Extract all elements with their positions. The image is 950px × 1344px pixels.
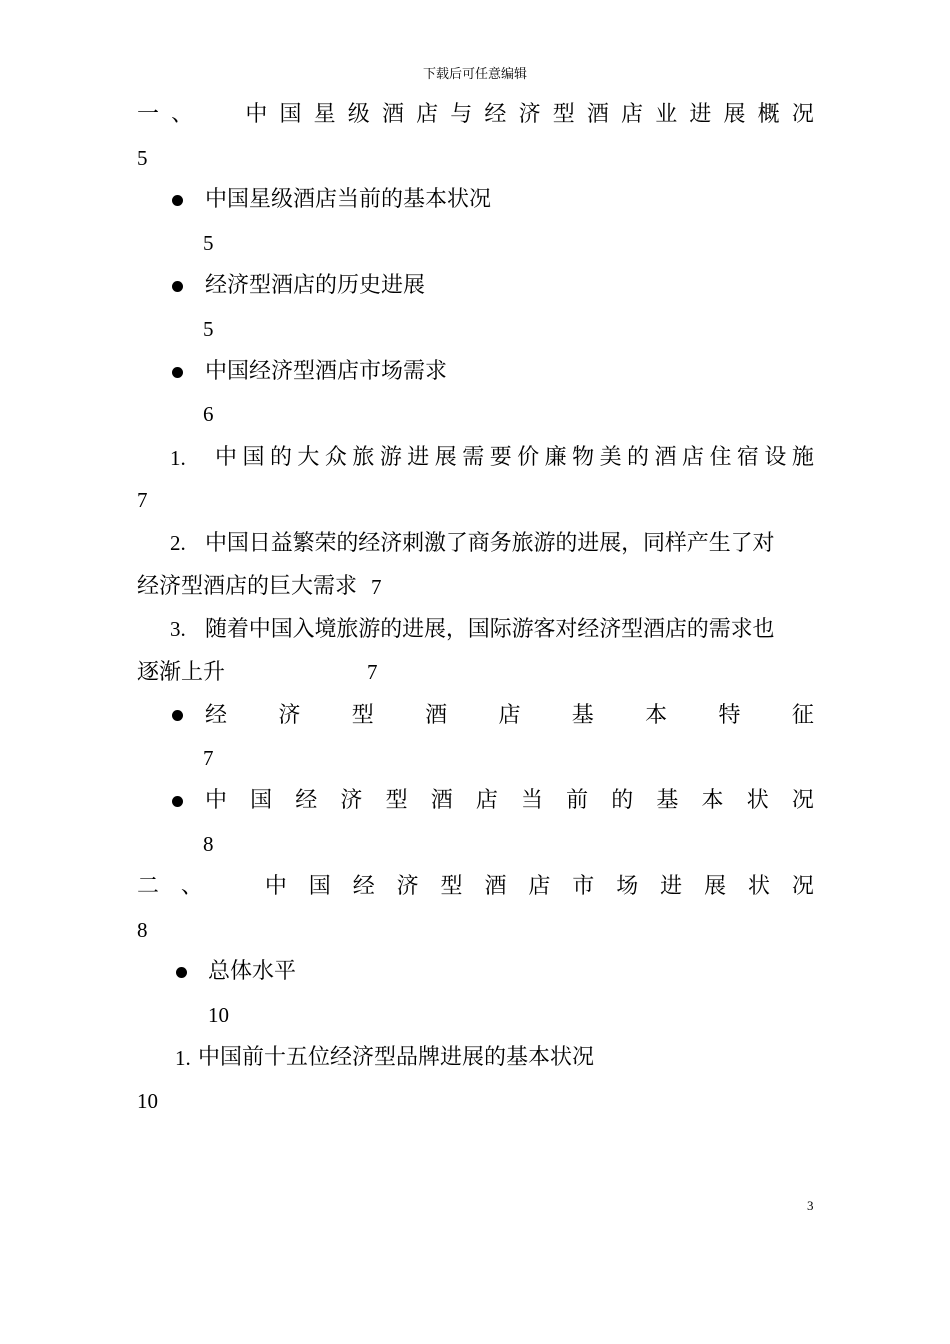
heading-char: 酒	[425, 703, 448, 728]
heading-char: 中	[215, 445, 238, 470]
heading-char: 经	[295, 788, 318, 813]
heading-char: 型	[552, 102, 575, 127]
heading-char: 型	[440, 874, 463, 899]
heading-char: 宿	[736, 445, 759, 470]
bullet-icon	[172, 796, 183, 807]
toc-item-2-line1: 中国日益繁荣的经济刺激了商务旅游的进展，同样产生了对	[205, 531, 775, 556]
heading-char: 进	[660, 874, 683, 899]
heading-char: 况	[791, 874, 814, 899]
heading-char: 店	[621, 102, 644, 127]
heading-char: 状	[747, 874, 770, 899]
heading-char: 酒	[654, 445, 677, 470]
heading-char: 当	[520, 788, 543, 813]
heading-char: 国	[308, 874, 331, 899]
heading-char: 进	[689, 102, 712, 127]
toc-section-1-page: 5	[137, 146, 148, 170]
bullet-icon	[172, 281, 183, 292]
heading-char: 济	[340, 788, 363, 813]
toc-bullet-5-text	[205, 790, 814, 812]
heading-char: 市	[572, 874, 595, 899]
toc-item-3-number: 3.	[170, 617, 186, 641]
heading-char: 酒	[586, 102, 609, 127]
heading-char: 的	[627, 445, 650, 470]
heading-prefix-char: 、	[180, 874, 203, 899]
heading-char: 星	[313, 102, 336, 127]
heading-char: 特	[718, 703, 741, 728]
heading-char: 本	[645, 703, 668, 728]
toc-item-4-text: 中国前十五位经济型品牌进展的基本状况	[198, 1045, 595, 1070]
heading-char: 基	[571, 703, 594, 728]
heading-char: 国	[279, 102, 302, 127]
heading-char: 征	[791, 703, 814, 728]
heading-char: 酒	[381, 102, 404, 127]
toc-bullet-2-text: 经济型酒店的历史进展	[205, 273, 426, 298]
toc-item-3-page: 7	[367, 660, 378, 684]
heading-char: 况	[791, 788, 814, 813]
heading-char: 级	[347, 102, 370, 127]
heading-char: 国	[242, 445, 265, 470]
toc-bullet-5-page: 8	[203, 832, 214, 856]
heading-char: 中	[205, 788, 228, 813]
heading-char: 经	[352, 874, 375, 899]
heading-char: 廉	[544, 445, 567, 470]
toc-bullet-2-page: 5	[203, 317, 214, 341]
heading-char: 展	[434, 445, 457, 470]
heading-char: 与	[450, 102, 473, 127]
toc-bullet-4-page: 7	[203, 746, 214, 770]
bullet-icon	[172, 710, 183, 721]
toc-section-1-title	[137, 104, 814, 126]
heading-char: 酒	[430, 788, 453, 813]
toc-item-1-number: 1.	[170, 446, 186, 470]
bullet-icon	[172, 195, 183, 206]
toc-item-2-line2: 经济型酒店的巨大需求	[137, 574, 358, 599]
heading-char: 旅	[352, 445, 375, 470]
toc-item-2-page: 7	[371, 575, 382, 599]
heading-char: 济	[278, 703, 301, 728]
heading-char: 展	[704, 874, 727, 899]
heading-char: 型	[385, 788, 408, 813]
heading-char: 物	[572, 445, 595, 470]
heading-char: 店	[498, 703, 521, 728]
heading-char: 酒	[484, 874, 507, 899]
toc-bullet-3-text: 中国经济型酒店市场需求	[205, 359, 448, 384]
heading-char: 设	[764, 445, 787, 470]
heading-char: 大	[297, 445, 320, 470]
toc-section-2-title	[137, 876, 814, 898]
toc-bullet-6-page: 10	[208, 1003, 229, 1027]
toc-item-3-line2: 逐渐上升	[137, 660, 226, 685]
toc-item-4-page: 10	[137, 1089, 158, 1113]
heading-char: 经	[484, 102, 507, 127]
heading-char: 中	[264, 874, 287, 899]
heading-prefix-char: 、	[171, 102, 194, 127]
heading-char: 前	[566, 788, 589, 813]
heading-char: 需	[462, 445, 485, 470]
heading-char: 型	[351, 703, 374, 728]
toc-section-2-page: 8	[137, 918, 148, 942]
heading-prefix-char: 二	[137, 874, 160, 899]
heading-char: 中	[245, 102, 268, 127]
toc-bullet-1-page: 5	[203, 231, 214, 255]
heading-char: 的	[611, 788, 634, 813]
heading-char: 店	[528, 874, 551, 899]
heading-char: 况	[791, 102, 814, 127]
heading-char: 展	[723, 102, 746, 127]
toc-item-1-page: 7	[137, 488, 148, 512]
heading-char: 的	[269, 445, 292, 470]
heading-char: 众	[324, 445, 347, 470]
footer-page-number: 3	[807, 1198, 814, 1213]
bullet-icon	[172, 367, 183, 378]
heading-char: 店	[475, 788, 498, 813]
toc-bullet-6-text: 总体水平	[208, 959, 297, 984]
heading-char: 济	[396, 874, 419, 899]
heading-char: 价	[517, 445, 540, 470]
heading-prefix-char: 一	[137, 102, 160, 127]
heading-char: 场	[616, 874, 639, 899]
heading-char: 状	[746, 788, 769, 813]
toc-item-3-line1: 随着中国入境旅游的进展，国际游客对经济型酒店的需求也	[205, 617, 775, 642]
page-header: 下载后可任意编辑	[422, 67, 527, 82]
heading-char: 经	[205, 703, 228, 728]
heading-char: 住	[709, 445, 732, 470]
toc-bullet-1-text: 中国星级酒店当前的基本状况	[205, 187, 492, 212]
heading-char: 游	[379, 445, 402, 470]
heading-char: 进	[407, 445, 430, 470]
toc-bullet-3-page: 6	[203, 402, 214, 426]
heading-char: 美	[599, 445, 622, 470]
heading-char: 要	[489, 445, 512, 470]
heading-char: 店	[416, 102, 439, 127]
heading-char: 施	[791, 445, 814, 470]
bullet-icon	[176, 967, 187, 978]
heading-char: 店	[681, 445, 704, 470]
toc-item-2-number: 2.	[170, 531, 186, 555]
heading-char: 业	[655, 102, 678, 127]
toc-item-4-number: 1.	[175, 1046, 191, 1070]
toc-item-1-title	[215, 447, 814, 469]
heading-char: 国	[250, 788, 273, 813]
toc-bullet-4-text	[205, 705, 814, 727]
heading-char: 基	[656, 788, 679, 813]
heading-char: 本	[701, 788, 724, 813]
heading-char: 概	[757, 102, 780, 127]
heading-char: 济	[518, 102, 541, 127]
